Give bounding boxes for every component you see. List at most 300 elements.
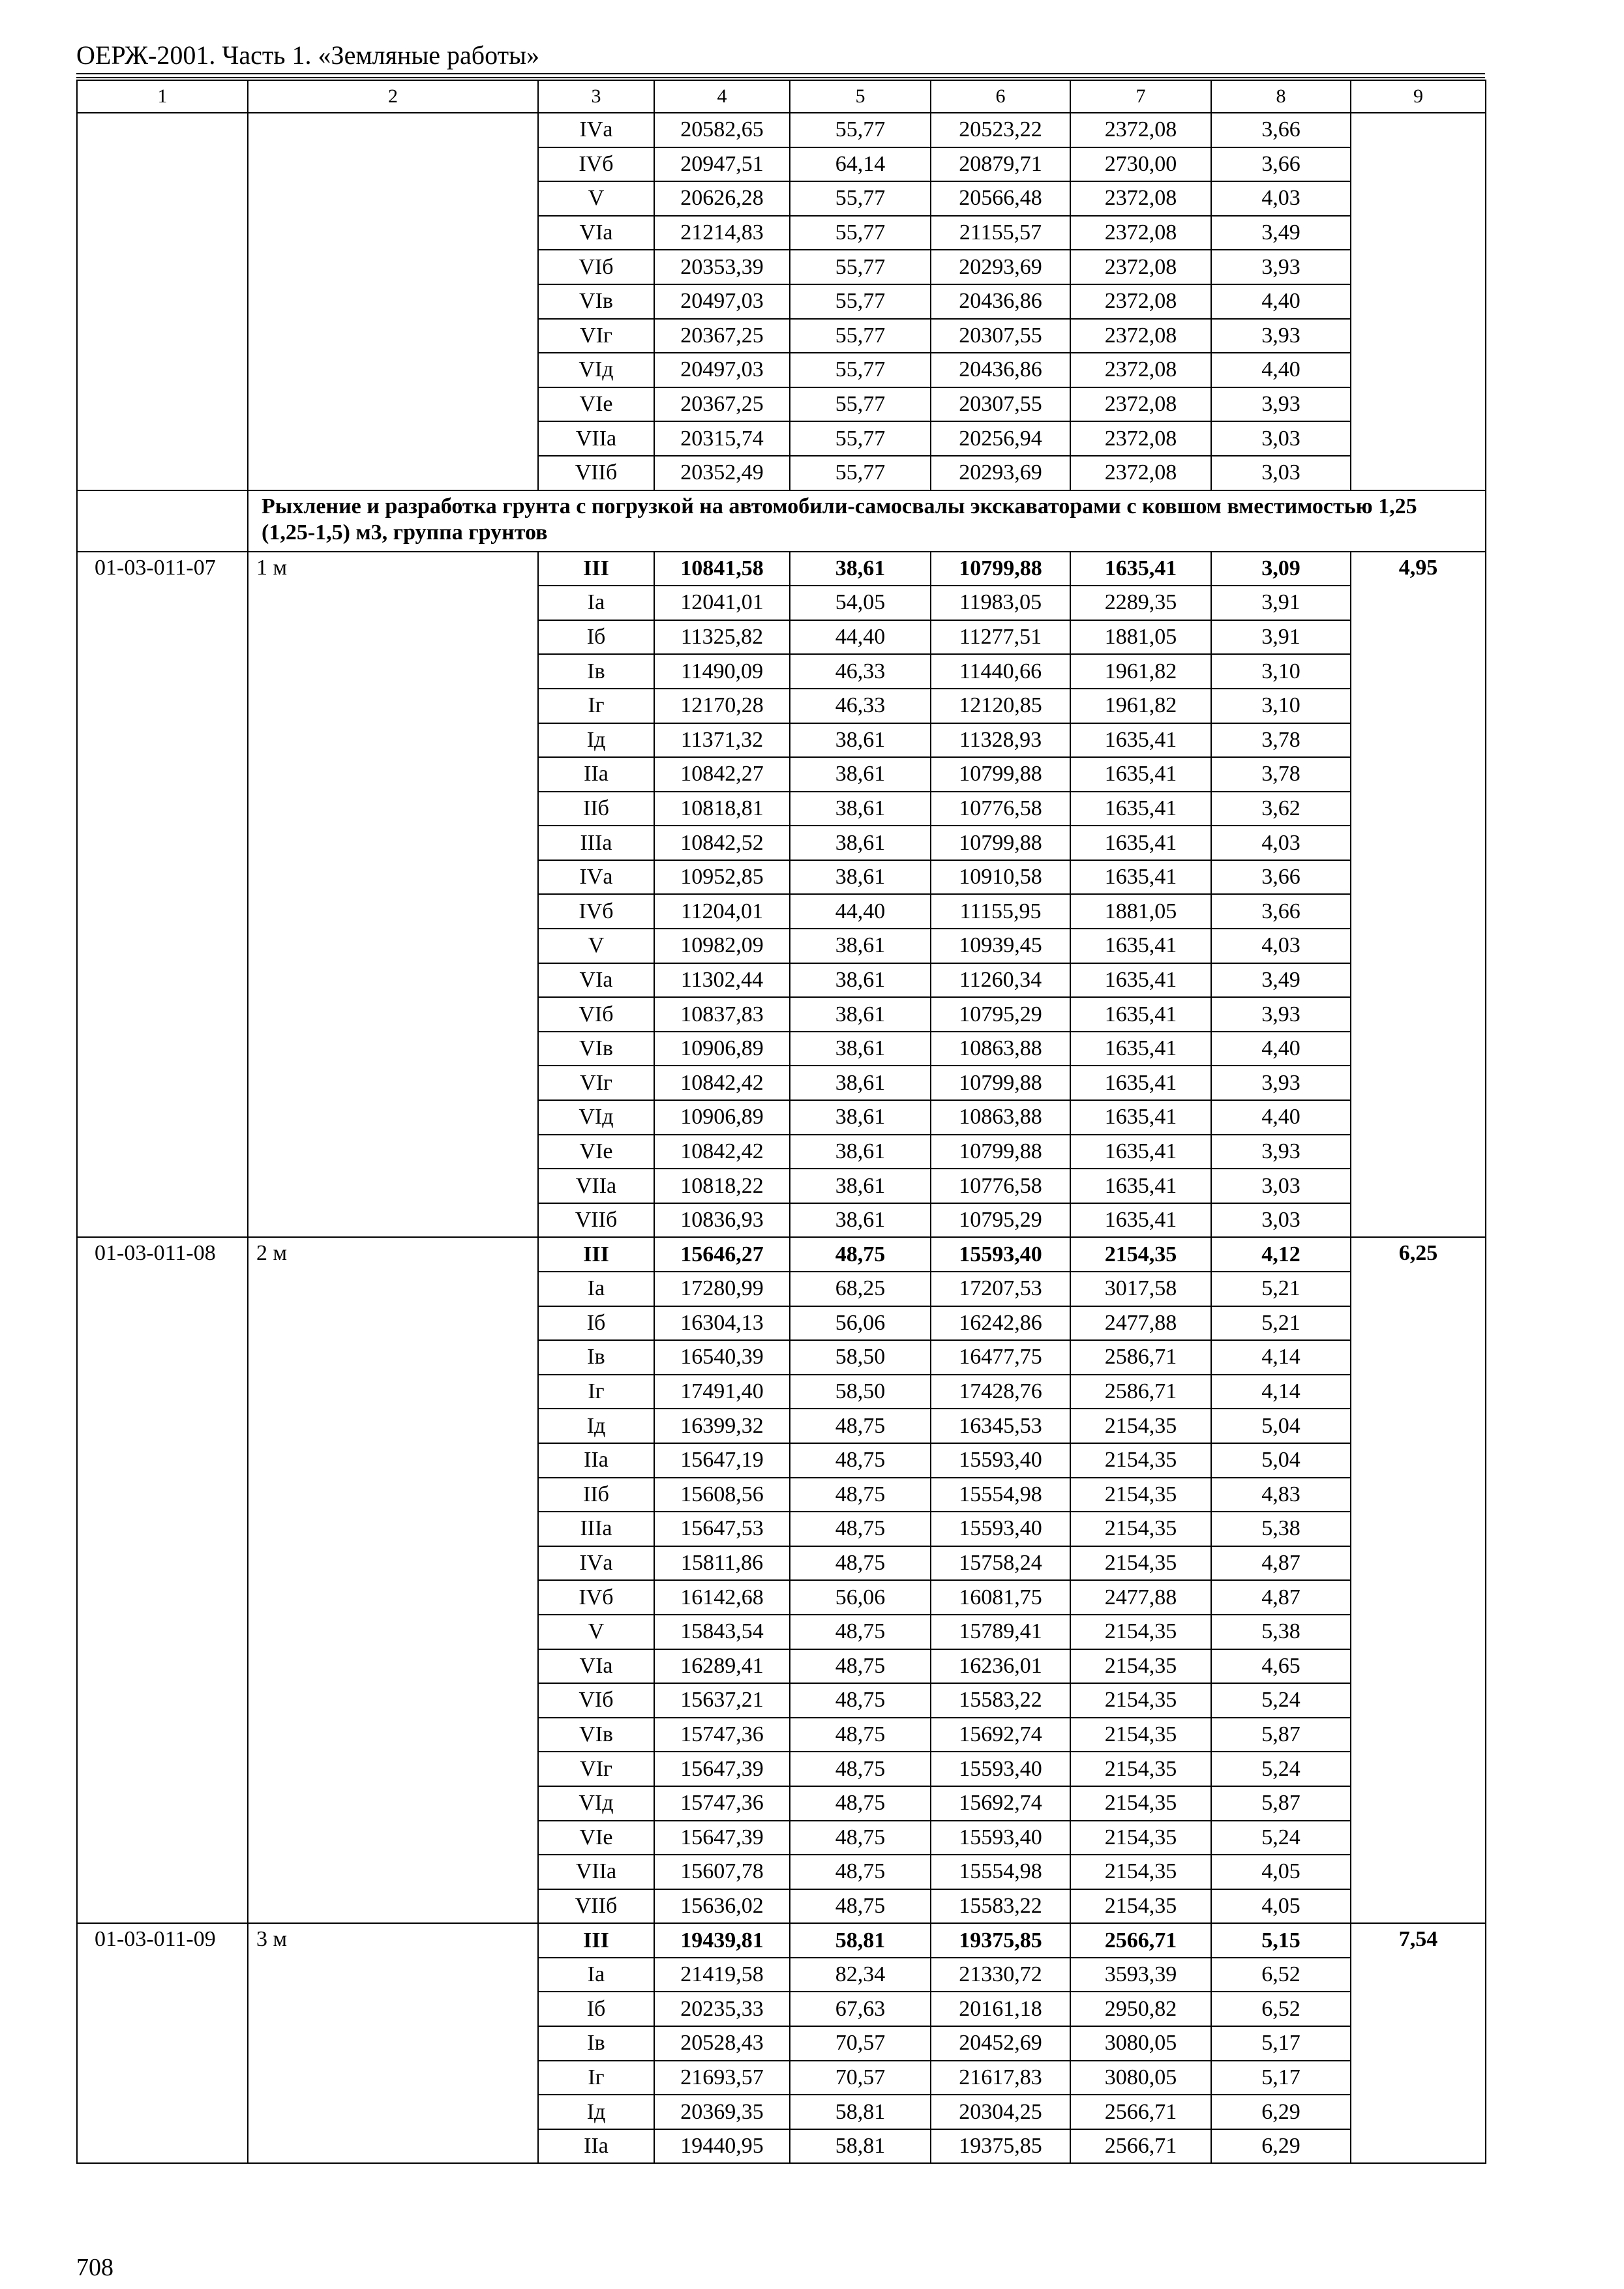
value-cell: 10939,45 — [931, 929, 1070, 963]
value-cell: 21330,72 — [931, 1958, 1070, 1992]
value-cell: 2586,71 — [1070, 1340, 1211, 1375]
column-number: 4 — [654, 80, 790, 113]
value-cell: 3080,05 — [1070, 2061, 1211, 2095]
value-cell: VIг — [538, 319, 654, 353]
value-cell: 15647,39 — [654, 1752, 790, 1786]
value-cell: 38,61 — [790, 1100, 931, 1135]
value-cell: IVа — [538, 1546, 654, 1581]
value-cell: 3,91 — [1211, 620, 1351, 655]
value-cell: 5,87 — [1211, 1718, 1351, 1752]
value-cell: VIе — [538, 1135, 654, 1169]
rate-code: 01-03-011-09 — [77, 1923, 248, 2163]
value-cell: 2154,35 — [1070, 1615, 1211, 1649]
value-cell: Iб — [538, 620, 654, 655]
value-cell: 38,61 — [790, 826, 931, 860]
value-cell: Iд — [538, 723, 654, 758]
column-number: 1 — [77, 80, 248, 113]
value-cell: 1635,41 — [1070, 1032, 1211, 1066]
value-cell: 15583,22 — [931, 1889, 1070, 1924]
value-cell: 20523,22 — [931, 113, 1070, 147]
value-cell: 10842,52 — [654, 826, 790, 860]
value-cell: 55,77 — [790, 353, 931, 387]
value-cell: VIв — [538, 284, 654, 319]
value-cell: VIе — [538, 1821, 654, 1855]
value-cell: 3,62 — [1211, 792, 1351, 826]
value-cell: 10799,88 — [931, 757, 1070, 792]
value-cell: 58,50 — [790, 1340, 931, 1375]
value-cell: 10842,42 — [654, 1066, 790, 1100]
value-cell: 2154,35 — [1070, 1786, 1211, 1821]
rate-name: 1 м — [248, 552, 538, 1238]
value-cell: VIг — [538, 1066, 654, 1100]
value-cell: 15583,22 — [931, 1683, 1070, 1718]
value-cell: 1635,41 — [1070, 826, 1211, 860]
value-cell: 12170,28 — [654, 689, 790, 723]
value-cell: 19439,81 — [654, 1923, 790, 1958]
column-number: 8 — [1211, 80, 1351, 113]
section-code-cell — [77, 490, 248, 552]
value-cell: 5,24 — [1211, 1821, 1351, 1855]
value-cell: 15692,74 — [931, 1786, 1070, 1821]
value-cell: 17280,99 — [654, 1272, 790, 1306]
value-cell: 2154,35 — [1070, 1855, 1211, 1889]
value-cell: 2372,08 — [1070, 319, 1211, 353]
value-cell: 2154,35 — [1070, 1478, 1211, 1512]
value-cell: VIд — [538, 1100, 654, 1135]
value-cell: 48,75 — [790, 1752, 931, 1786]
value-cell: 1635,41 — [1070, 1135, 1211, 1169]
value-cell: 11302,44 — [654, 963, 790, 998]
value-cell: 15747,36 — [654, 1718, 790, 1752]
value-cell: 10818,22 — [654, 1169, 790, 1203]
value-cell: 20367,25 — [654, 387, 790, 422]
value-cell: 20369,35 — [654, 2095, 790, 2129]
value-cell: 3,03 — [1211, 456, 1351, 490]
value-cell: 3080,05 — [1070, 2026, 1211, 2061]
value-cell: 4,40 — [1211, 284, 1351, 319]
value-cell: 4,14 — [1211, 1340, 1351, 1375]
value-cell: 1635,41 — [1070, 723, 1211, 758]
value-cell: 5,04 — [1211, 1443, 1351, 1478]
value-cell: 15593,40 — [931, 1512, 1070, 1546]
value-cell: 48,75 — [790, 1546, 931, 1581]
value-cell: 15637,21 — [654, 1683, 790, 1718]
value-cell: IVб — [538, 1580, 654, 1615]
value-cell: 2730,00 — [1070, 147, 1211, 182]
value-cell: VIIа — [538, 1169, 654, 1203]
page-header: ОЕРЖ-2001. Часть 1. «Земляные работы» — [76, 40, 539, 70]
value-cell: 48,75 — [790, 1443, 931, 1478]
value-cell: 1635,41 — [1070, 963, 1211, 998]
value-cell: 2154,35 — [1070, 1512, 1211, 1546]
value-cell: 20528,43 — [654, 2026, 790, 2061]
value-cell: VIв — [538, 1032, 654, 1066]
value-cell: 58,81 — [790, 2129, 931, 2164]
column-number: 5 — [790, 80, 931, 113]
value-cell: VIв — [538, 1718, 654, 1752]
value-cell: 3,66 — [1211, 860, 1351, 895]
value-cell: 2477,88 — [1070, 1306, 1211, 1341]
value-cell: 2154,35 — [1070, 1752, 1211, 1786]
value-cell: 48,75 — [790, 1718, 931, 1752]
value-cell: 58,81 — [790, 2095, 931, 2129]
column-number: 2 — [248, 80, 538, 113]
value-cell: 38,61 — [790, 860, 931, 895]
value-cell: 21693,57 — [654, 2061, 790, 2095]
value-cell: 3,93 — [1211, 387, 1351, 422]
value-cell: IIб — [538, 792, 654, 826]
value-cell: 48,75 — [790, 1889, 931, 1924]
value-cell: VIд — [538, 353, 654, 387]
value-cell: 5,17 — [1211, 2026, 1351, 2061]
value-cell: 10842,42 — [654, 1135, 790, 1169]
value-cell: VIб — [538, 250, 654, 284]
value-cell: 20161,18 — [931, 1992, 1070, 2026]
value-cell: 48,75 — [790, 1821, 931, 1855]
value-cell: 38,61 — [790, 1032, 931, 1066]
value-cell: 38,61 — [790, 929, 931, 963]
value-cell: 48,75 — [790, 1786, 931, 1821]
value-cell: Iа — [538, 586, 654, 620]
value-cell: VIа — [538, 963, 654, 998]
value-cell: Iг — [538, 689, 654, 723]
value-cell: 1881,05 — [1070, 620, 1211, 655]
value-cell: 20293,69 — [931, 456, 1070, 490]
value-cell: 12120,85 — [931, 689, 1070, 723]
value-cell: VIд — [538, 1786, 654, 1821]
value-cell: 15608,56 — [654, 1478, 790, 1512]
value-cell: 20947,51 — [654, 147, 790, 182]
value-cell: 20436,86 — [931, 353, 1070, 387]
column-number: 9 — [1351, 80, 1486, 113]
value-cell: 3,10 — [1211, 689, 1351, 723]
value-cell: 15789,41 — [931, 1615, 1070, 1649]
value-cell: 2566,71 — [1070, 1923, 1211, 1958]
value-cell: 16081,75 — [931, 1580, 1070, 1615]
value-cell: V — [538, 1615, 654, 1649]
value-cell: 5,04 — [1211, 1409, 1351, 1443]
value-cell: 55,77 — [790, 250, 931, 284]
value-cell: 3,03 — [1211, 421, 1351, 456]
value-cell: 1635,41 — [1070, 1169, 1211, 1203]
column-number: 6 — [931, 80, 1070, 113]
value-cell: 15843,54 — [654, 1615, 790, 1649]
value-cell: IVа — [538, 860, 654, 895]
value-cell: 55,77 — [790, 216, 931, 250]
value-cell: 5,24 — [1211, 1683, 1351, 1718]
value-cell: 10906,89 — [654, 1032, 790, 1066]
value-cell: IVа — [538, 113, 654, 147]
value-cell: 4,87 — [1211, 1580, 1351, 1615]
value-cell: 20367,25 — [654, 319, 790, 353]
value-cell: Iг — [538, 1375, 654, 1409]
value-cell: VIг — [538, 1752, 654, 1786]
value-cell: 1635,41 — [1070, 1203, 1211, 1238]
value-cell: 3,91 — [1211, 586, 1351, 620]
value-cell: 48,75 — [790, 1649, 931, 1684]
value-cell: Iб — [538, 1992, 654, 2026]
rate-name: 2 м — [248, 1237, 538, 1923]
value-cell: 2586,71 — [1070, 1375, 1211, 1409]
value-cell: 58,50 — [790, 1375, 931, 1409]
value-cell: VIа — [538, 1649, 654, 1684]
table-row — [77, 1237, 1486, 1272]
value-cell: 11490,09 — [654, 654, 790, 689]
value-cell: 10837,83 — [654, 997, 790, 1032]
value-cell: 55,77 — [790, 421, 931, 456]
value-cell: 2372,08 — [1070, 181, 1211, 216]
value-cell: 4,05 — [1211, 1889, 1351, 1924]
value-cell: 11325,82 — [654, 620, 790, 655]
value-cell: 20256,94 — [931, 421, 1070, 456]
value-cell: 67,63 — [790, 1992, 931, 2026]
value-cell: 4,87 — [1211, 1546, 1351, 1581]
value-cell: 20497,03 — [654, 284, 790, 319]
value-cell: 4,03 — [1211, 929, 1351, 963]
value-cell: 48,75 — [790, 1409, 931, 1443]
value-cell: 10906,89 — [654, 1100, 790, 1135]
value-cell: 2372,08 — [1070, 456, 1211, 490]
value-cell: 4,03 — [1211, 826, 1351, 860]
value-cell: 1961,82 — [1070, 654, 1211, 689]
value-cell: 2566,71 — [1070, 2129, 1211, 2164]
value-cell: 64,14 — [790, 147, 931, 182]
value-cell: 70,57 — [790, 2026, 931, 2061]
value-cell: 11277,51 — [931, 620, 1070, 655]
value-cell: 4,40 — [1211, 1032, 1351, 1066]
table-row — [77, 552, 1486, 586]
value-cell: Iг — [538, 2061, 654, 2095]
value-cell: 15647,53 — [654, 1512, 790, 1546]
value-cell: 16142,68 — [654, 1580, 790, 1615]
value-cell: 16304,13 — [654, 1306, 790, 1341]
value-cell: 10799,88 — [931, 552, 1070, 586]
header-rule — [76, 77, 1485, 78]
value-cell: VIб — [538, 997, 654, 1032]
value-cell: 2154,35 — [1070, 1443, 1211, 1478]
value-cell: 1635,41 — [1070, 552, 1211, 586]
value-cell: 55,77 — [790, 319, 931, 353]
value-cell: 3,93 — [1211, 319, 1351, 353]
value-cell: 11371,32 — [654, 723, 790, 758]
value-cell: 38,61 — [790, 963, 931, 998]
name-cell — [248, 113, 538, 490]
extra-value: 6,25 — [1351, 1237, 1486, 1923]
value-cell: 46,33 — [790, 689, 931, 723]
value-cell: 2372,08 — [1070, 353, 1211, 387]
value-cell: 2154,35 — [1070, 1546, 1211, 1581]
value-cell: VIIб — [538, 456, 654, 490]
extra-value: 7,54 — [1351, 1923, 1486, 2163]
value-cell: 15646,27 — [654, 1237, 790, 1272]
value-cell: 4,14 — [1211, 1375, 1351, 1409]
value-cell: 16540,39 — [654, 1340, 790, 1375]
value-cell: Iв — [538, 654, 654, 689]
value-cell: 1881,05 — [1070, 894, 1211, 929]
value-cell: 2154,35 — [1070, 1718, 1211, 1752]
value-cell: VIIа — [538, 1855, 654, 1889]
value-cell: 2372,08 — [1070, 421, 1211, 456]
value-cell: 38,61 — [790, 792, 931, 826]
value-cell: 10776,58 — [931, 1169, 1070, 1203]
value-cell: 11328,93 — [931, 723, 1070, 758]
value-cell: 48,75 — [790, 1683, 931, 1718]
value-cell: 20582,65 — [654, 113, 790, 147]
value-cell: 5,15 — [1211, 1923, 1351, 1958]
value-cell: 2950,82 — [1070, 1992, 1211, 2026]
value-cell: 55,77 — [790, 113, 931, 147]
value-cell: 20436,86 — [931, 284, 1070, 319]
value-cell: 15593,40 — [931, 1443, 1070, 1478]
value-cell: VIIб — [538, 1203, 654, 1238]
value-cell: 3,03 — [1211, 1169, 1351, 1203]
value-cell: VIб — [538, 1683, 654, 1718]
value-cell: 10841,58 — [654, 552, 790, 586]
table-row — [77, 1923, 1486, 1958]
value-cell: 10795,29 — [931, 1203, 1070, 1238]
value-cell: 15647,19 — [654, 1443, 790, 1478]
value-cell: 20307,55 — [931, 319, 1070, 353]
value-cell: 2154,35 — [1070, 1649, 1211, 1684]
value-cell: 17491,40 — [654, 1375, 790, 1409]
value-cell: 5,21 — [1211, 1272, 1351, 1306]
value-cell: 56,06 — [790, 1580, 931, 1615]
value-cell: 15692,74 — [931, 1718, 1070, 1752]
rate-code: 01-03-011-07 — [77, 552, 248, 1238]
value-cell: 10795,29 — [931, 997, 1070, 1032]
value-cell: 20626,28 — [654, 181, 790, 216]
value-cell: 38,61 — [790, 757, 931, 792]
value-cell: Iв — [538, 2026, 654, 2061]
value-cell: 38,61 — [790, 1066, 931, 1100]
value-cell: 10776,58 — [931, 792, 1070, 826]
value-cell: 5,87 — [1211, 1786, 1351, 1821]
value-cell: 10799,88 — [931, 826, 1070, 860]
value-cell: 16477,75 — [931, 1340, 1070, 1375]
value-cell: 1635,41 — [1070, 1100, 1211, 1135]
value-cell: IIа — [538, 2129, 654, 2164]
value-cell: 38,61 — [790, 1135, 931, 1169]
value-cell: 2154,35 — [1070, 1237, 1211, 1272]
value-cell: 58,81 — [790, 1923, 931, 1958]
value-cell: 16289,41 — [654, 1649, 790, 1684]
value-cell: 15593,40 — [931, 1237, 1070, 1272]
value-cell: 5,38 — [1211, 1512, 1351, 1546]
value-cell: 16236,01 — [931, 1649, 1070, 1684]
value-cell: 55,77 — [790, 387, 931, 422]
value-cell: 20566,48 — [931, 181, 1070, 216]
value-cell: 10836,93 — [654, 1203, 790, 1238]
value-cell: 15811,86 — [654, 1546, 790, 1581]
value-cell: IIа — [538, 757, 654, 792]
value-cell: 4,40 — [1211, 1100, 1351, 1135]
value-cell: 4,03 — [1211, 181, 1351, 216]
value-cell: 4,40 — [1211, 353, 1351, 387]
value-cell: 21617,83 — [931, 2061, 1070, 2095]
value-cell: 10818,81 — [654, 792, 790, 826]
value-cell: 2372,08 — [1070, 387, 1211, 422]
value-cell: 10799,88 — [931, 1066, 1070, 1100]
value-cell: 15554,98 — [931, 1855, 1070, 1889]
value-cell: VIIб — [538, 1889, 654, 1924]
value-cell: 6,52 — [1211, 1992, 1351, 2026]
value-cell: 16242,86 — [931, 1306, 1070, 1341]
value-cell: 21214,83 — [654, 216, 790, 250]
value-cell: 3,78 — [1211, 723, 1351, 758]
value-cell: V — [538, 929, 654, 963]
rates-table — [76, 80, 1486, 2164]
value-cell: 1635,41 — [1070, 929, 1211, 963]
value-cell: IIIа — [538, 1512, 654, 1546]
value-cell: V — [538, 181, 654, 216]
value-cell: 15636,02 — [654, 1889, 790, 1924]
value-cell: 3,66 — [1211, 894, 1351, 929]
value-cell: 2154,35 — [1070, 1683, 1211, 1718]
value-cell: 3,93 — [1211, 997, 1351, 1032]
value-cell: 3,49 — [1211, 216, 1351, 250]
column-number: 3 — [538, 80, 654, 113]
value-cell: 3593,39 — [1070, 1958, 1211, 1992]
value-cell: 20452,69 — [931, 2026, 1070, 2061]
value-cell: 2372,08 — [1070, 250, 1211, 284]
rate-code: 01-03-011-08 — [77, 1237, 248, 1923]
extra-value: 4,95 — [1351, 552, 1486, 1238]
value-cell: 2289,35 — [1070, 586, 1211, 620]
rate-name: 3 м — [248, 1923, 538, 2163]
value-cell: 16399,32 — [654, 1409, 790, 1443]
value-cell: 48,75 — [790, 1478, 931, 1512]
value-cell: 2372,08 — [1070, 284, 1211, 319]
value-cell: 55,77 — [790, 181, 931, 216]
value-cell: 4,12 — [1211, 1237, 1351, 1272]
extra-cell — [1351, 113, 1486, 490]
value-cell: 2154,35 — [1070, 1821, 1211, 1855]
value-cell: 4,65 — [1211, 1649, 1351, 1684]
value-cell: 3,09 — [1211, 552, 1351, 586]
value-cell: 4,05 — [1211, 1855, 1351, 1889]
value-cell: 2477,88 — [1070, 1580, 1211, 1615]
value-cell: 10863,88 — [931, 1032, 1070, 1066]
value-cell: 20497,03 — [654, 353, 790, 387]
value-cell: 38,61 — [790, 1169, 931, 1203]
column-number: 7 — [1070, 80, 1211, 113]
value-cell: 21155,57 — [931, 216, 1070, 250]
value-cell: 70,57 — [790, 2061, 931, 2095]
column-number-row — [77, 80, 1486, 113]
value-cell: 20304,25 — [931, 2095, 1070, 2129]
value-cell: 1635,41 — [1070, 792, 1211, 826]
page-number: 708 — [76, 2254, 113, 2281]
value-cell: 10799,88 — [931, 1135, 1070, 1169]
value-cell: 20293,69 — [931, 250, 1070, 284]
value-cell: III — [538, 1237, 654, 1272]
value-cell: 2372,08 — [1070, 216, 1211, 250]
value-cell: 1635,41 — [1070, 860, 1211, 895]
value-cell: 11155,95 — [931, 894, 1070, 929]
section-header-row — [77, 490, 1486, 552]
value-cell: Iд — [538, 1409, 654, 1443]
value-cell: 10842,27 — [654, 757, 790, 792]
value-cell: 10910,58 — [931, 860, 1070, 895]
value-cell: 15607,78 — [654, 1855, 790, 1889]
header-rule — [76, 73, 1485, 74]
value-cell: 48,75 — [790, 1237, 931, 1272]
value-cell: 1635,41 — [1070, 997, 1211, 1032]
value-cell: 38,61 — [790, 723, 931, 758]
value-cell: 4,83 — [1211, 1478, 1351, 1512]
value-cell: Iа — [538, 1958, 654, 1992]
value-cell: 15554,98 — [931, 1478, 1070, 1512]
